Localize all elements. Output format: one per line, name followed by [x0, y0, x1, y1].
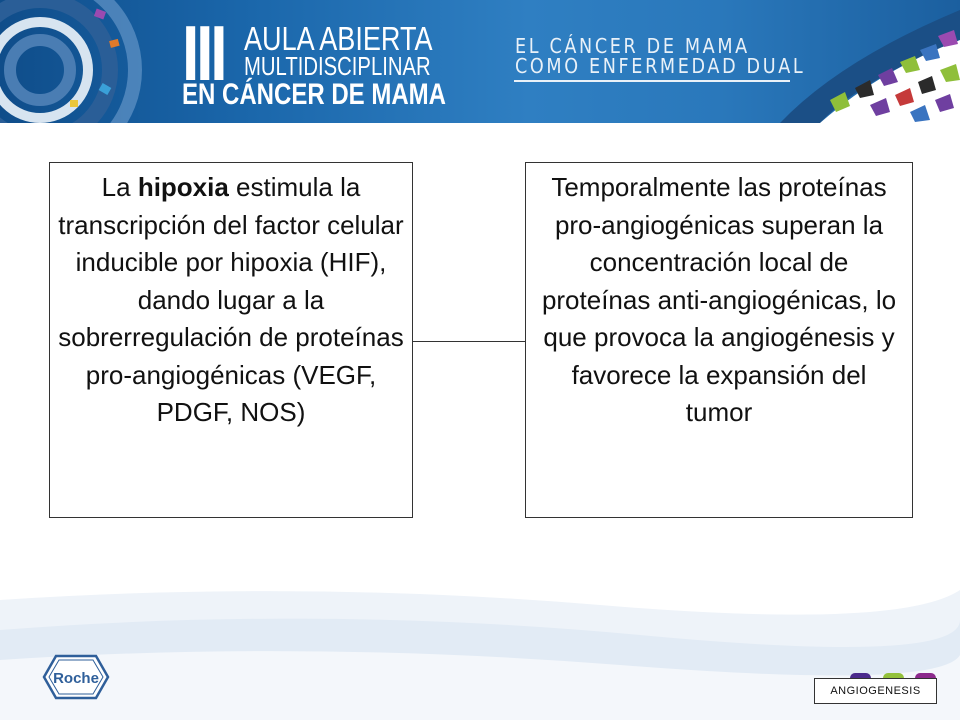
- hypoxia-keyword: hipoxia: [137, 172, 229, 202]
- connector-line: [413, 341, 525, 342]
- angiogenesis-text-box: [525, 162, 913, 518]
- subtitle-line2: COMO ENFERMEDAD DUAL: [515, 54, 806, 78]
- header-banner: [0, 0, 960, 123]
- subtitle-line1: EL CÁNCER DE MAMA: [515, 34, 750, 58]
- angiogenesis-text: Temporalmente las proteínas pro-angiogénicas superan la concentración local de proteínas anti-angiogénicas, lo que provoca la angiogénesis y favorece la expansión del tumor: [541, 172, 897, 427]
- logo-line-aula-abierta: AULA ABIERTA: [244, 20, 433, 57]
- logo-roman-numeral: III: [182, 9, 225, 97]
- roche-logo: [42, 654, 110, 700]
- roche-logo-text: Roche: [53, 670, 99, 687]
- hypoxia-text-box: [49, 162, 413, 518]
- hypoxia-text-part2: estimula la transcripción del factor celular inducible por hipoxia (HIF), dando lugar a la sobrerregulación de proteínas pro-angiogénicas (VEGF, PDGF, NOS): [58, 172, 404, 427]
- logo-line-multidisciplinar: MULTIDISCIPLINAR: [244, 51, 431, 81]
- mosaic-decoration-left: [0, 0, 170, 123]
- section-tag: ANGIOGENESIS: [814, 678, 937, 704]
- logo-line-cancer-de-mama: EN CÁNCER DE MAMA: [182, 78, 446, 111]
- subtitle-underline: [514, 80, 790, 82]
- hypoxia-text-part1: La: [101, 172, 138, 202]
